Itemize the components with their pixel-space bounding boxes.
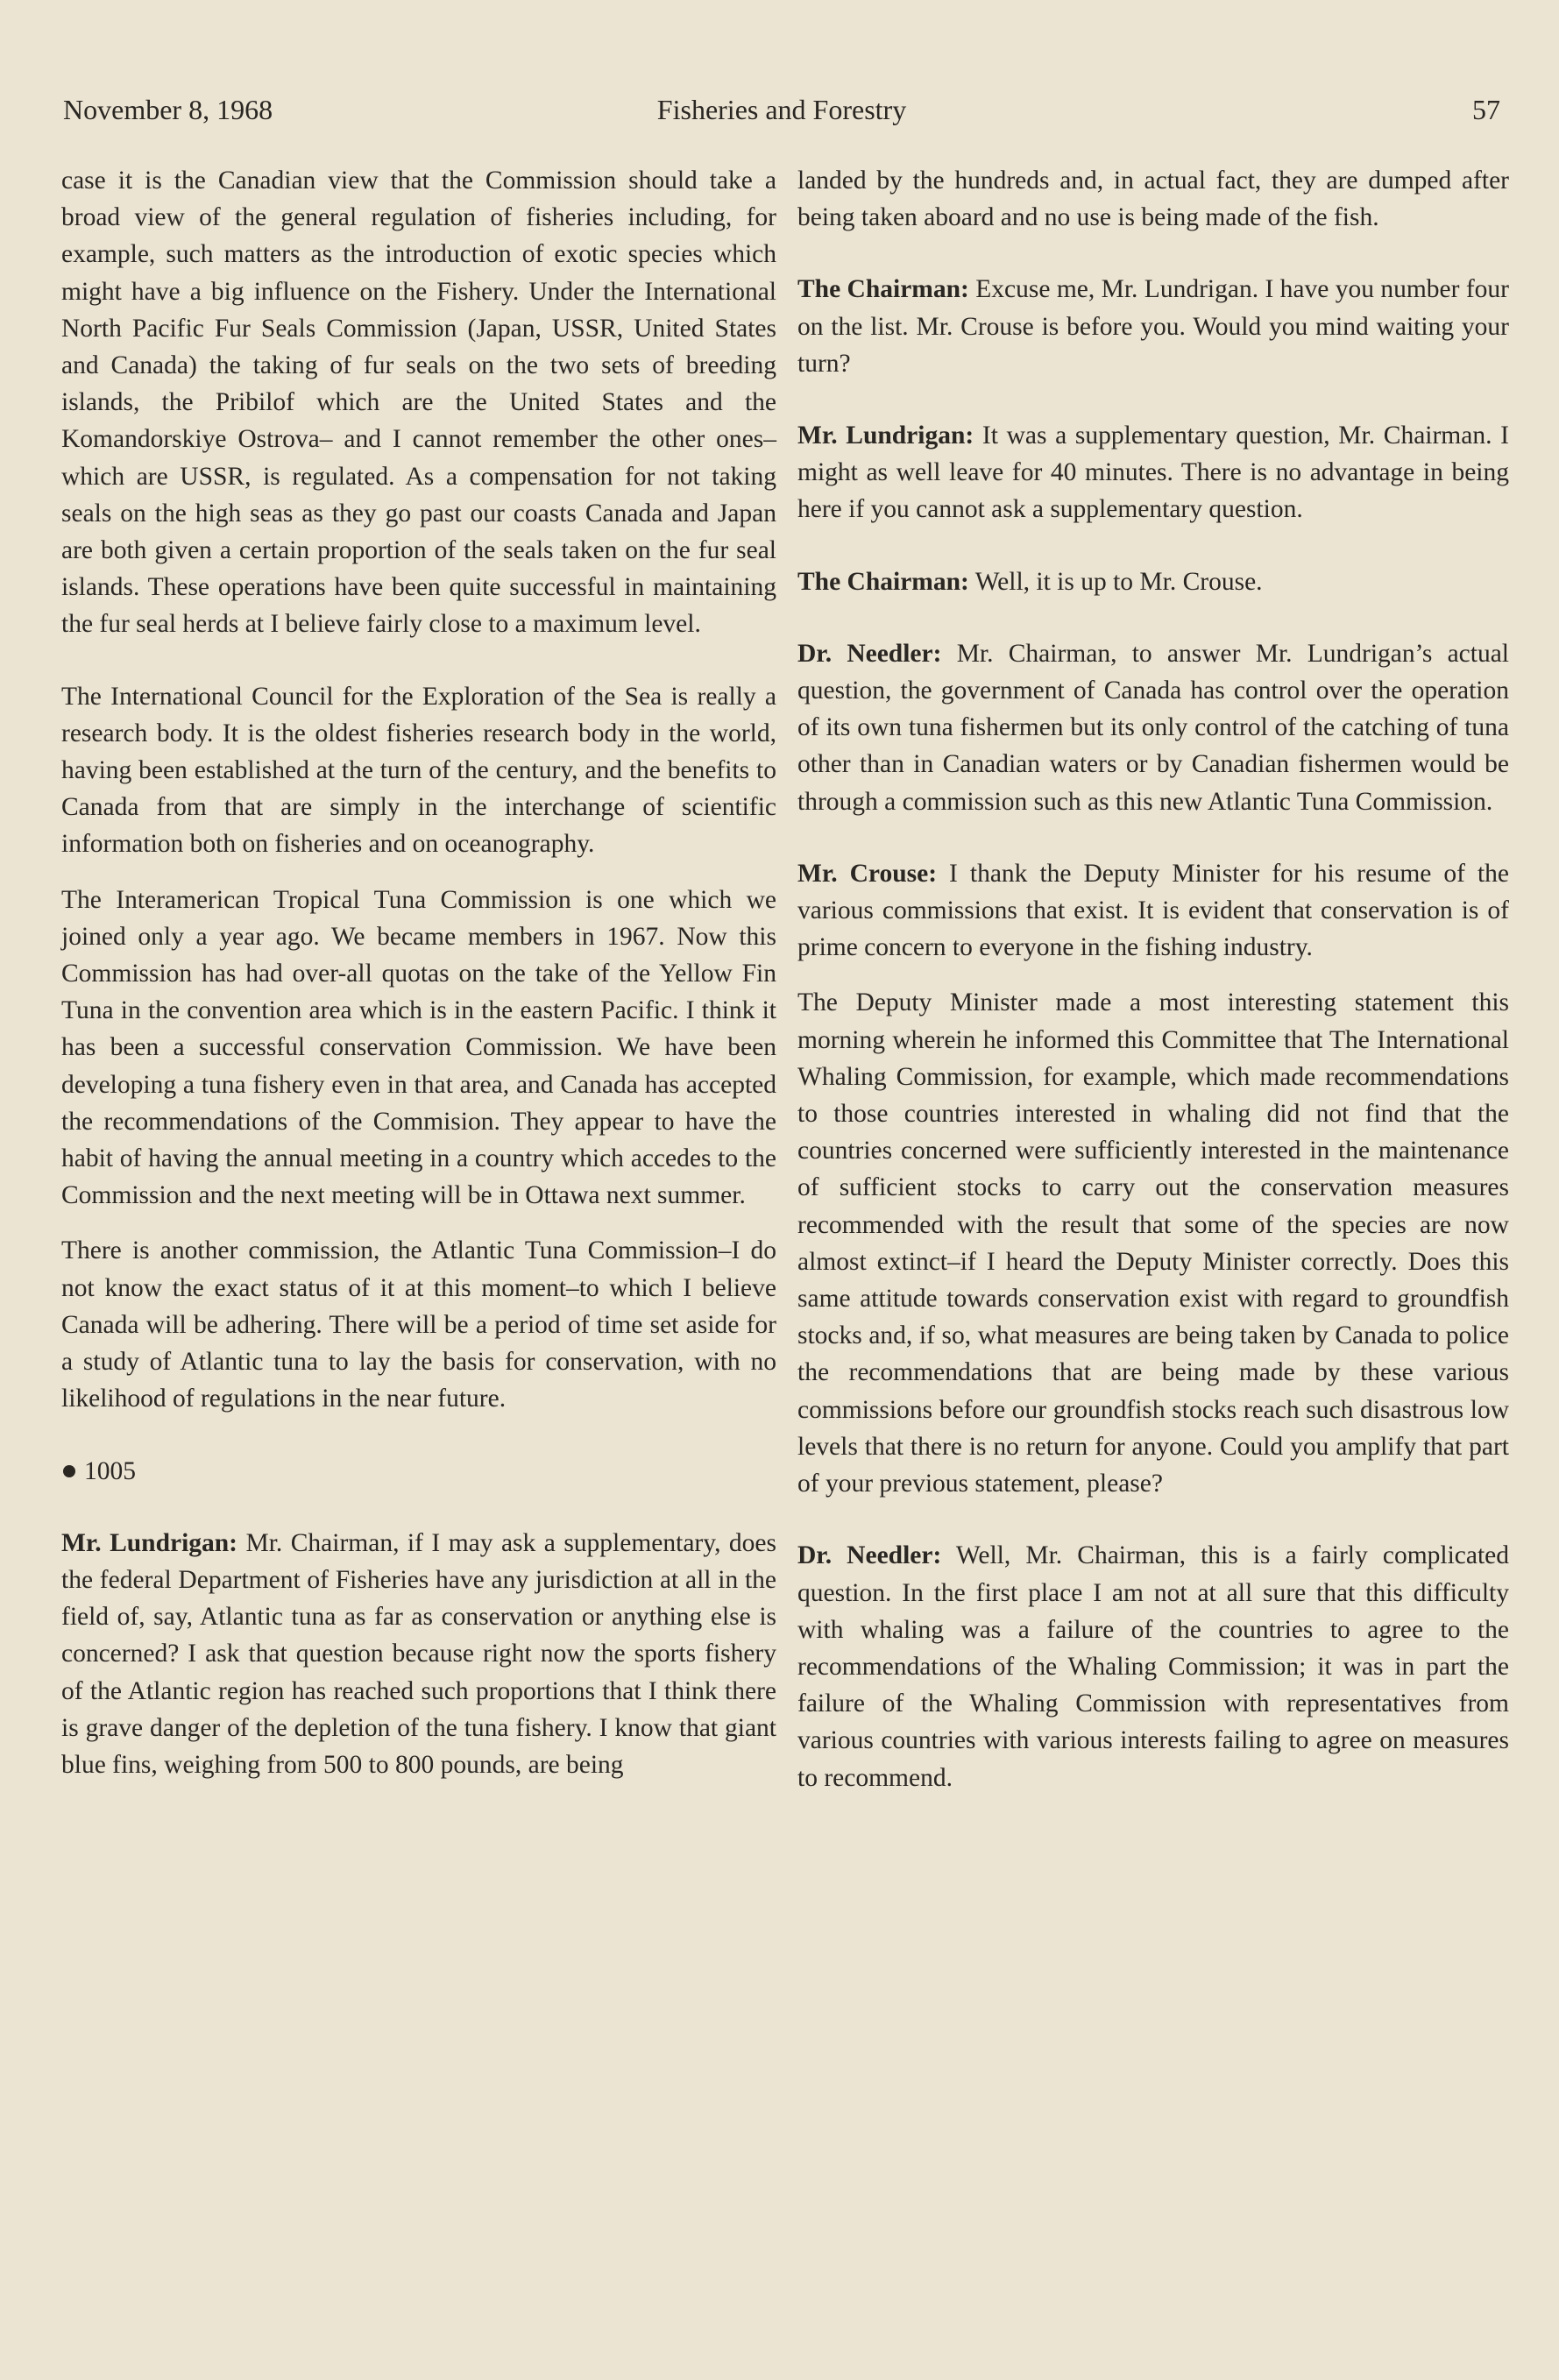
- speech-paragraph: [797, 271, 1509, 382]
- speech-text: I thank the Deputy Minister for his resume of the various commissions that exist. It is evident that conservation is of prime concern to everyone in the fishing industry.: [797, 859, 1509, 962]
- paragraph: There is another commission, the Atlantic Tuna Commission–I do not know the exact status of it at this moment–to which I believe Canada will be adhering. There will be a period of time set aside for a study of Atlantic tuna to lay the basis for conservation, with no likelihood of regulations in the near future.: [61, 1236, 776, 1413]
- speaker-name: The Chairman:: [797, 275, 969, 304]
- speaker-name: Mr. Lundrigan:: [797, 421, 974, 450]
- paragraph: The Deputy Minister made a most interesting statement this morning wherein he informed this Committee that The International Whaling Commission, for example, which made recommendations to those countries interested in whaling did not find that the countries concerned were sufficiently interested in the maintenance of sufficient stocks to carry out the conservation measures recommended with the result that some of the species are now almost extinct–if I heard the Deputy Minister correctly. Does this same attitude towards conservation exist with regard to groundfish stocks and, if so, what measures are being taken by Canada to police the recommendations that are being made by these various commissions before our groundfish stocks reach such disastrous low levels that there is no return for anyone. Could you amplify that part of your previous statement, please?: [797, 988, 1509, 1498]
- speech-paragraph: [797, 1537, 1509, 1796]
- bullet-icon: [63, 1465, 75, 1477]
- paragraph: case it is the Canadian view that the Commission should take a broad view of the general regulation of fisheries including, for example, such matters as the introduction of exotic species which might have a big influence on the Fishery. Under the International North Pacific Fur Seals Commission (Japan, USSR, United States and Canada) the taking of fur seals on the two sets of breeding islands, the Pribilof which are the United States and the Komandorskiye Ostrova– and I cannot remember the other ones–which are USSR, is regulated. As a compensation for not taking seals on the high seas as they go past our coasts Canada and Japan are both given a certain proportion of the seals taken on the fur seal islands. These operations have been quite successful in maintaining the fur seal herds at I believe fairly close to a maximum level.: [61, 166, 776, 639]
- paragraph: The Interamerican Tropical Tuna Commission is one which we joined only a year ago. We became members in 1967. Now this Commission has had over-all quotas on the take of the Yellow Fin Tuna in the convention area which is in the eastern Pacific. I think it has been a successful conservation Commission. We have been developing a tuna fishery even in that area, and Canada has accepted the recommendations of the Commision. They appear to have the habit of having the annual meeting in a country which accedes to the Commission and the next meeting will be in Ottawa next summer.: [61, 885, 776, 1210]
- speech-paragraph: [797, 855, 1509, 967]
- speech-text: Well, Mr. Chairman, this is a fairly complicated question. In the first place I am not at all sure that this difficulty with whaling was a failure of the countries to agree to the recommendations of the Whaling Commission; it was in part the failure of the Whaling Commission with representatives from various countries with various interests failing to agree on measures to recommend.: [797, 1541, 1510, 1792]
- speech-text: Well, it is up to Mr. Crouse.: [968, 567, 1263, 596]
- left-column: [61, 162, 776, 1783]
- right-column: [797, 162, 1509, 1796]
- speech-text: Excuse me, Mr. Lundrigan. I have you number four on the list. Mr. Crouse is before you. Would you mind waiting your turn?: [797, 275, 1510, 378]
- header-date: November 8, 1968: [63, 94, 273, 125]
- paragraph: The International Council for the Exploration of the Sea is really a research body. It is the oldest fisheries research body in the world, having been established at the turn of the century, and the benefits to Canada from that are simply in the interchange of scientific information both on fisheries and on oceanography.: [61, 682, 776, 859]
- paragraph: landed by the hundreds and, in actual fact, they are dumped after being taken aboard and no use is being made of the fish.: [797, 166, 1509, 232]
- speech-text: It was a supplementary question, Mr. Chairman. I might as well leave for 40 minutes. There is no advantage in being here if you cannot ask a supplementary question.: [797, 421, 1509, 524]
- speech-paragraph: [797, 417, 1509, 528]
- speech-paragraph: [797, 635, 1509, 820]
- page-header: [63, 88, 1500, 131]
- speech-text: Mr. Chairman, if I may ask a supplementary, does the federal Department of Fisheries have any jurisdiction at all in the field of, say, Atlantic tuna as far as conservation or anything else is concerned? I ask that question because right now the sports fishery of the Atlantic region has reached such proportions that I think there is grave danger of the depletion of the tuna fishery. I know that giant blue fins, weighing from 500 to 800 pounds, are being: [61, 1528, 776, 1779]
- speaker-name: Mr. Lundrigan:: [61, 1528, 237, 1557]
- header-title: Fisheries and Forestry: [656, 94, 907, 125]
- speaker-name: Dr. Needler:: [797, 639, 942, 668]
- speech-paragraph: [797, 563, 1509, 600]
- speech-paragraph: [61, 1525, 776, 1783]
- time-marker-label: 1005: [84, 1456, 136, 1485]
- speech-text: Mr. Chairman, to answer Mr. Lundrigan’s actual question, the government of Canada has control over the operation of its own tuna fishermen but its only control of the catching of tuna other than in Canadian waters or by Canadian fishermen would be through a commission such as this new Atlantic Tuna Commission.: [797, 639, 1510, 816]
- page-number: 57: [1472, 94, 1500, 125]
- speaker-name: Dr. Needler:: [797, 1541, 942, 1570]
- speaker-name: The Chairman:: [797, 567, 969, 596]
- speaker-name: Mr. Crouse:: [797, 859, 938, 888]
- time-marker: [61, 1453, 776, 1490]
